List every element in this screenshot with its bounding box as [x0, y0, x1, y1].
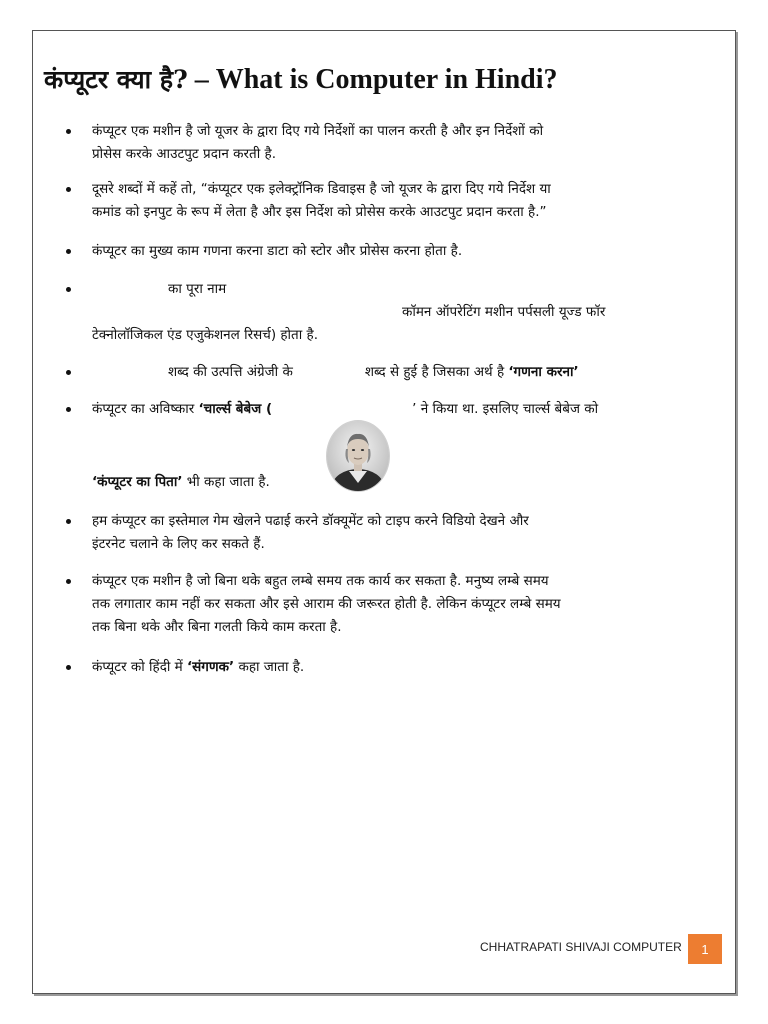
bullet-text: शब्द से हुई है जिसका अर्थ है — [364, 364, 505, 380]
bullet-text: शब्द की उत्पत्ति अंग्रेजी के — [168, 364, 293, 380]
bullet-text: कहा जाता है. — [234, 659, 305, 675]
bullet-dot — [66, 129, 71, 134]
bullet-text: कंप्यूटर एक मशीन है जो यूजर के द्वारा दिए गये निर्देशों का पालन करती है और इन निर्देशों को — [92, 123, 544, 139]
bullet-dot — [66, 519, 71, 524]
bullet-dot — [66, 287, 71, 292]
bold-term: ‘चार्ल्स बेबेज ( — [198, 401, 273, 417]
bullet-dot — [66, 579, 71, 584]
list-item — [66, 398, 716, 494]
bold-term: ‘गणना करना’ — [508, 364, 579, 380]
list-item — [66, 656, 716, 679]
bullet-text: ’ ने किया था. इसलिए चार्ल्स बेबेज को — [412, 401, 599, 417]
bullet-text: भी कहा जाता है. — [182, 474, 270, 490]
footer-text: CHHATRAPATI SHIVAJI COMPUTER — [480, 940, 682, 954]
bullet-dot — [66, 407, 71, 412]
bullet-dot — [66, 187, 71, 192]
page-number-badge: 1 — [688, 934, 722, 964]
bullet-text: टेक्नोलॉजिकल एंड एजुकेशनल रिसर्च) होता है. — [92, 327, 318, 343]
bullet-text: का पूरा नाम — [168, 281, 227, 297]
bold-term: ‘कंप्यूटर का पिता’ — [92, 474, 183, 490]
title-english: – What is Computer in Hindi? — [187, 64, 558, 95]
list-item — [66, 361, 716, 384]
bullet-text: इंटरनेट चलाने के लिए कर सकते हैं. — [92, 536, 265, 552]
list-item — [66, 120, 716, 166]
bullet-text: कंप्यूटर एक मशीन है जो बिना थके बहुत लम्बे समय तक कार्य कर सकता है. मनुष्य लम्बे समय — [92, 573, 549, 589]
bullet-text: तक बिना थके और बिना गलती किये काम करता है. — [92, 619, 342, 635]
page-title — [44, 62, 558, 96]
list-item — [66, 278, 716, 347]
bold-term: ‘संगणक’ — [187, 659, 235, 675]
charles-babbage-portrait-image — [326, 420, 390, 492]
list-item — [66, 510, 716, 556]
bullet-text: कॉमन ऑपरेटिंग मशीन पर्पसली यूज्ड फॉर — [402, 304, 606, 320]
bullet-text: कंप्यूटर को हिंदी में — [92, 659, 183, 675]
list-item — [66, 570, 716, 639]
bullet-text: कमांड को इनपुट के रूप में लेता है और इस निर्देश को प्रोसेस करके आउटपुट प्रदान करता है.” — [92, 204, 547, 220]
bullet-text: तक लगातार काम नहीं कर सकता और इसे आराम की जरूरत होती है. लेकिन कंप्यूटर लम्बे समय — [92, 596, 561, 612]
list-item — [66, 240, 716, 263]
title-hindi: कंप्यूटर क्या है? — [44, 65, 188, 94]
list-item — [66, 178, 716, 224]
bullet-text: कंप्यूटर का मुख्य काम गणना करना डाटा को स्टोर और प्रोसेस करना होता है. — [92, 243, 463, 259]
bullet-text: कंप्यूटर का अविष्कार — [92, 401, 195, 417]
bullet-text: दूसरे शब्दों में कहें तो, “कंप्यूटर एक इलेक्ट्रॉनिक डिवाइस है जो यूजर के द्वारा दिए गये निर्देश या — [92, 181, 551, 197]
bullet-dot — [66, 665, 71, 670]
bullet-text: प्रोसेस करके आउटपुट प्रदान करती है. — [92, 146, 276, 162]
bullet-dot — [66, 249, 71, 254]
bullet-text: हम कंप्यूटर का इस्तेमाल गेम खेलने पढाई करने डॉक्यूमेंट को टाइप करने विडियो देखने और — [92, 513, 529, 529]
bullet-dot — [66, 370, 71, 375]
